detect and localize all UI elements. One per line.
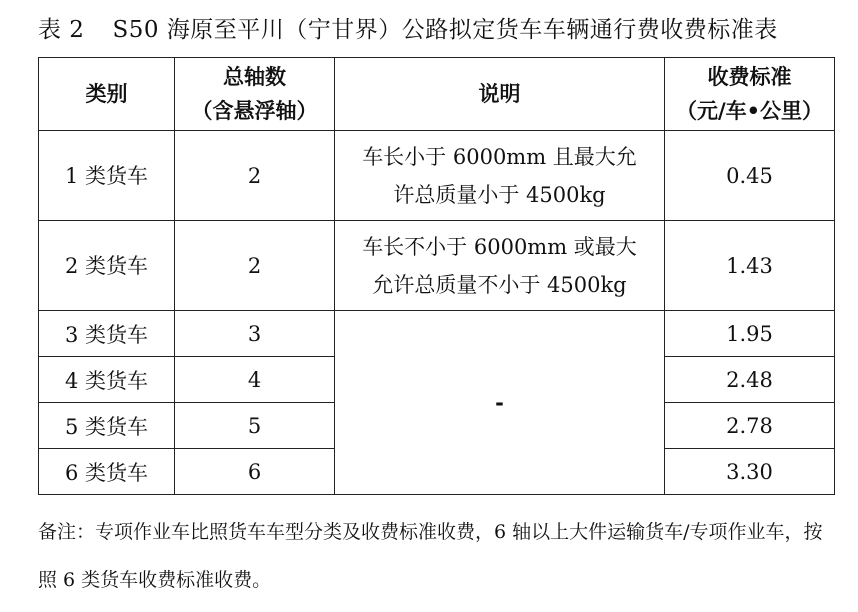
header-axles — [175, 58, 335, 131]
table-row — [39, 311, 835, 357]
header-axles-line2: （含悬浮轴） — [191, 99, 318, 123]
cell-category: 1 类货车 — [39, 131, 175, 221]
cell-category: 5 类货车 — [39, 403, 175, 449]
cell-axles: 2 — [175, 131, 335, 221]
header-row — [39, 58, 835, 131]
toll-rate-table — [38, 57, 835, 495]
table-note: 备注：专项作业车比照货车车型分类及收费标准收费，6 轴以上大件运输货车/专项作业车，按照 6 类货车收费标准收费。 — [38, 521, 823, 591]
table-caption — [38, 10, 778, 50]
header-description: 说明 — [335, 58, 665, 131]
cell-description — [335, 221, 665, 311]
cell-rate: 3.30 — [665, 449, 835, 495]
cell-axles: 5 — [175, 403, 335, 449]
cell-rate: 0.45 — [665, 131, 835, 221]
cell-rate: 1.95 — [665, 311, 835, 357]
header-rate-line2: （元/车•公里） — [675, 99, 824, 123]
description-line2: 许总质量小于 4500kg — [393, 182, 606, 207]
cell-axles: 2 — [175, 221, 335, 311]
description-line1: 车长不小于 6000mm 或最大 — [362, 234, 637, 259]
cell-rate: 1.43 — [665, 221, 835, 311]
cell-rate: 2.78 — [665, 403, 835, 449]
cell-category: 6 类货车 — [39, 449, 175, 495]
description-line1: 车长小于 6000mm 且最大允 — [362, 144, 637, 169]
table-row — [39, 221, 835, 311]
header-rate — [665, 58, 835, 131]
cell-axles: 4 — [175, 357, 335, 403]
cell-description — [335, 131, 665, 221]
cell-rate: 2.48 — [665, 357, 835, 403]
table-title: S50 海原至平川（宁甘界）公路拟定货车车辆通行费收费标准表 — [112, 17, 778, 43]
cell-axles: 6 — [175, 449, 335, 495]
cell-axles: 3 — [175, 311, 335, 357]
cell-category: 4 类货车 — [39, 357, 175, 403]
table-row — [39, 131, 835, 221]
header-rate-line1: 收费标准 — [707, 65, 792, 89]
table-number: 表 2 — [38, 17, 85, 43]
cell-description-merged: - — [335, 311, 665, 495]
header-axles-line1: 总轴数 — [223, 65, 286, 89]
cell-category: 3 类货车 — [39, 311, 175, 357]
cell-category: 2 类货车 — [39, 221, 175, 311]
description-line2: 允许总质量不小于 4500kg — [372, 272, 627, 297]
header-category: 类别 — [39, 58, 175, 131]
